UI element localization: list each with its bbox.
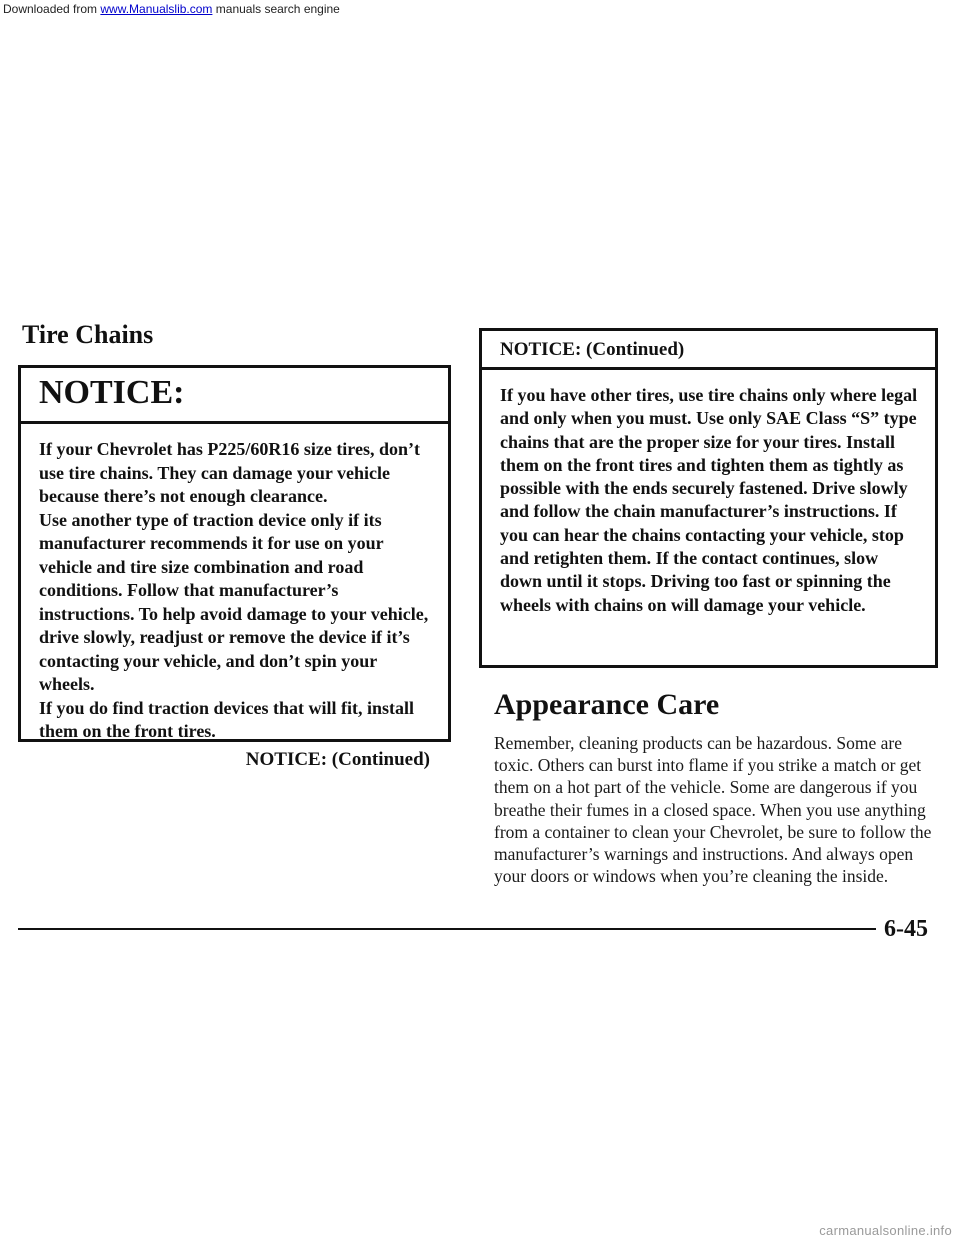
notice-paragraph: If you have other tires, use tire chains only where legal and only when you must. Use only SAE Class “S” type chains that are the proper size for your tires. Install them on the front tires and tighten them as tightly as possible with the ends securely fastened. Drive slowly and follow the chain manufacturer’s instructions. If you can hear the chains contacting your vehicle, stop and retighten them. If the contact continues, slow down until it stops. Driving too fast or spinning the wheels with chains on will damage your vehicle. [500, 385, 918, 615]
notice-body [21, 424, 448, 771]
appearance-care-text: Remember, cleaning products can be hazardous. Some are toxic. Others can burst into flame if you strike a match or get them on a hot part of the vehicle. Some are dangerous if you breathe their fumes in a closed space. When you use anything from a container to clean your Chevrolet, be sure to follow the manufacturer’s warnings and instructions. And always open your doors or windows when you’re cleaning the inside. [494, 733, 932, 887]
download-header [0, 0, 606, 18]
watermark: carmanualsonline.info [819, 1223, 952, 1238]
notice-box-left [18, 365, 451, 770]
notice-heading: NOTICE: [21, 368, 448, 424]
notice-paragraph: Use another type of traction device only if its manufacturer recommends it for use on your vehicle and tire size combination and road conditions. Follow that manufacturer’s instructions. To help avoid damage to your vehicle, drive slowly, readjust or remove the device if it’s contacting your vehicle, and don’t spin your wheels. [39, 509, 429, 694]
header-suffix: manuals search engine [212, 2, 340, 16]
notice-body [482, 370, 935, 617]
appearance-care-heading: Appearance Care [494, 688, 720, 721]
notice-continued-heading: NOTICE: (Continued) [482, 331, 935, 370]
notice-paragraph: If your Chevrolet has P225/60R16 size tires, don’t use tire chains. They can damage your vehicle because there’s not enough clearance. [39, 439, 420, 506]
section-title: Tire Chains [22, 320, 154, 349]
footer-rule [18, 928, 876, 930]
page-number: 6-45 [884, 916, 928, 942]
manualslib-link[interactable]: www.Manualslib.com [100, 2, 213, 16]
notice-box-right [479, 328, 938, 668]
notice-paragraph: If you do find traction devices that will fit, install them on the front tires. [39, 697, 415, 741]
notice-continued-label: NOTICE: (Continued) [245, 748, 430, 770]
header-prefix: Downloaded from [3, 2, 101, 16]
